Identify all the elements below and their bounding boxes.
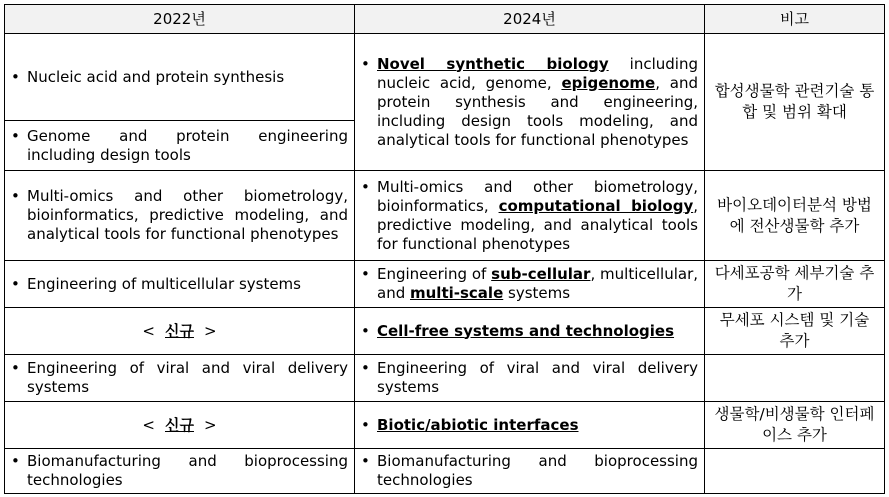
table-row [5,308,885,355]
bullet-icon: • [361,54,370,73]
table-row [5,449,885,494]
highlight-term: Novel synthetic biology [377,54,609,73]
cell-2024: • Biomanufacturing and bioprocessing technologies [355,449,705,494]
table-row [5,355,885,402]
new-label: 신규 [165,415,194,434]
comparison-table [4,4,885,494]
cell-note: 다세포공학 세부기술 추가 [705,261,885,308]
cell-2022: • Engineering of multicellular systems [5,261,355,308]
cell-2022: • Biomanufacturing and bioprocessing technologies [5,449,355,494]
cell-2024: • Cell-free systems and technologies [355,308,705,355]
bullet-icon: • [361,452,370,470]
header-note: 비고 [705,5,885,34]
bullet-icon: • [361,415,370,434]
header-2022: 2022년 [5,5,355,34]
bullet-icon: • [361,265,370,283]
cell-2022: • Genome and protein engineering including design tools [5,121,355,171]
bullet-icon: • [11,274,20,293]
cell-2022-new-marker: < 신규 > [5,308,355,355]
cell-2022-new-marker: < 신규 > [5,402,355,449]
cell-2024: • Multi-omics and other biometrology, bioinformatics, computational biology, predictive modeling, and analytical tools for functional phenotypes [355,171,705,261]
new-label: 신규 [165,321,194,340]
cell-note: 무세포 시스템 및 기술 추가 [705,308,885,355]
cell-2022: • Multi-omics and other biometrology, bioinformatics, predictive modeling, and analytical tools for functional phenotypes [5,171,355,261]
header-2024: 2024년 [355,5,705,34]
table-row [5,34,885,121]
bullet-icon: • [361,321,370,340]
bullet-icon: • [11,452,20,470]
highlight-term: sub-cellular [491,265,591,283]
cell-2022: • Engineering of viral and viral delivery systems [5,355,355,402]
highlight-term: multi-scale [410,284,504,302]
header-row [5,5,885,34]
cell-2024: • Biotic/abiotic interfaces [355,402,705,449]
cell-2024: • Engineering of viral and viral delivery systems [355,355,705,402]
bullet-icon: • [11,67,20,86]
highlight-term: computational biology [498,196,694,215]
bullet-icon: • [11,187,20,205]
bullet-icon: • [361,359,370,377]
table-row [5,261,885,308]
cell-note [705,355,885,402]
highlight-term: epigenome [561,73,656,92]
bullet-icon: • [11,359,20,377]
cell-2024: • Engineering of sub-cellular, multicellular, and multi-scale systems [355,261,705,308]
cell-note [705,449,885,494]
cell-note: 바이오데이터분석 방법에 전산생물학 추가 [705,171,885,261]
cell-2024: • Novel synthetic biology including nucleic acid, genome, epigenome, and protein synthesis and engineering, including design tools modeling, and analytical tools for functional phenotypes [355,34,705,171]
table-row [5,402,885,449]
cell-note: 생물학/비생물학 인터페이스 추가 [705,402,885,449]
bullet-icon: • [361,177,370,196]
cell-2022: • Nucleic acid and protein synthesis [5,34,355,121]
bullet-icon: • [11,126,20,145]
table-row [5,171,885,261]
cell-note: 합성생물학 관련기술 통합 및 범위 확대 [705,34,885,171]
